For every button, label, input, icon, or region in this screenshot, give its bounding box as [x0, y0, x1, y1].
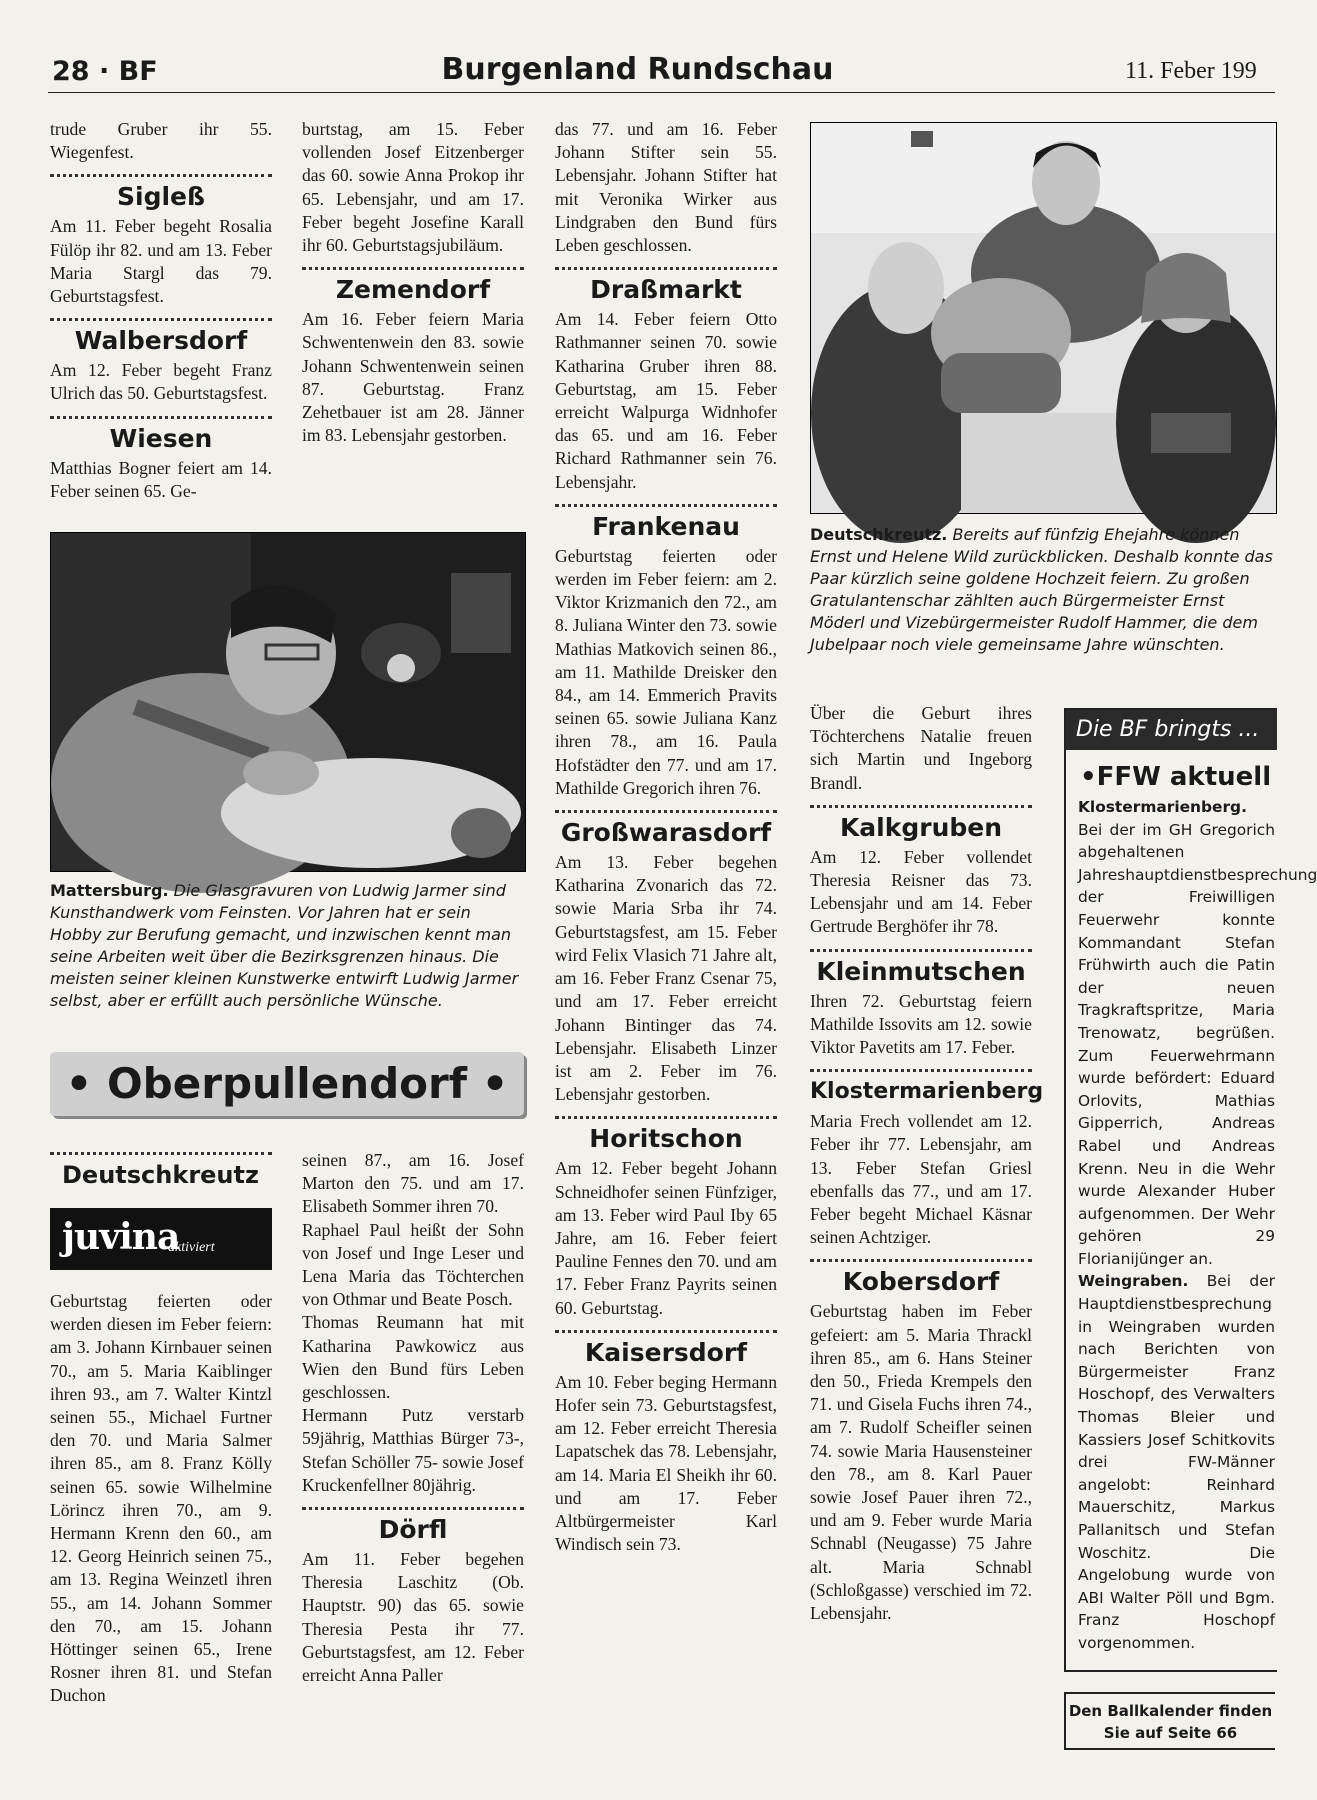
photo-illustration [51, 533, 525, 871]
caption-place: Deutschkreutz. [810, 525, 948, 544]
juvina-logo [50, 1208, 272, 1270]
separator [50, 318, 272, 321]
article-text: das 77. und am 16. Feber Johann Stifter sein 55. Lebensjahr. Johann Stifter hat mit Veronika Wirker aus Lindgraben den Bund fürs Leben geschlossen. [555, 119, 777, 256]
caption-place: Mattersburg. [50, 881, 169, 900]
article-text: trude Gruber ihr 55. Wiegenfest. [50, 119, 272, 163]
article-text: Am 12. Feber vollendet Theresia Reisner das 73. Lebensjahr und am 14. Feber Gertrude Berghöfer ihr 78. [810, 846, 1032, 937]
article-text: Am 10. Feber beging Hermann Hofer sein 73. Geburtstagsfest, am 12. Feber erreicht Theresia Lapatschek das 78. Lebensjahr, am 14. Maria El Sheikh ihr 60. und am 17. Feber Altbürgermeister Karl Windisch sein 73. [555, 1371, 777, 1555]
section-heading: Klostermarienberg [810, 1079, 1044, 1105]
box-title: •FFW aktuell [1080, 762, 1272, 792]
box-place: Weingraben. [1078, 1272, 1189, 1291]
section-heading: Zemendorf [335, 275, 491, 305]
separator [50, 1152, 272, 1155]
article-text: Geburtstag haben im Feber gefeiert: am 5. Maria Thrackl ihren 85., am 6. Hans Steiner den 50., Frieda Krempels den 71. und Gisela Fuchs ihren 74., am 7. Rudolf Scheifler seinen 74. sowie Maria Hausensteiner den 78., am 8. Karl Pauer sowie Josef Pauer ihren 72., und am 9. Feber wurde Maria Schnabl (Neugasse) 75 Jahre alt. Maria Schnabl (Schloßgasse) verschied im 72. Lebensjahr. [810, 1301, 1032, 1624]
newspaper-title: Burgenland Rundschau [441, 52, 834, 87]
column-2-top [302, 118, 524, 447]
separator [302, 267, 524, 270]
article-text: Über die Geburt ihres Töchterchens Natalie freuen sich Martin und Ingeborg Brandl. [810, 703, 1032, 793]
section-heading: Deutschkreutz [62, 1161, 259, 1189]
section-heading: Dörfl [378, 1515, 448, 1545]
photo-caption-right [810, 524, 1275, 664]
caption-text: Bereits auf fünfzig Ehejahre können Ernst und Helene Wild zurückblicken. Deshalb konnte das Paar kürzlich seine goldene Hochzeit feiern. Zu großen Gratulantenschar zählten auch Bürgermeister Ernst Möderl und Vizebürgermeister Rudolf Hammer, die dem Jubelpaar noch viele gemeinsame Jahre wünschten. [810, 525, 1273, 654]
column-1-bottom [50, 1152, 272, 1193]
article-text: burtstag, am 15. Feber vollenden Josef Eitzenberger das 60. sowie Anna Prokop ihr 65. Lebensjahr, und am 17. Feber begeht Josefine Karall ihr 60. Geburtstagsjubiläum. [302, 119, 524, 256]
article-text: Maria Frech vollendet am 12. Feber ihr 77. Lebensjahr, am 13. Feber Stefan Griesl ebenfalls das 77., und am 17. Feber begeht Michael Käsnar seinen Achtziger. [810, 1111, 1032, 1248]
article-text: Am 11. Feber begehen Theresia Laschitz (Ob. Hauptstr. 90) das 65. sowie Theresia Pesta ihr 77. Geburtstagsfest, am 12. Feber erreicht Anna Paller [302, 1549, 524, 1686]
page-number: 28 · BF [52, 56, 158, 87]
notice-line: Den Ballkalender finden [1068, 1702, 1273, 1720]
article-text: Am 13. Feber begehen Katharina Zvonarich das 72. sowie Maria Srba ihr 74. Geburtstagsfest, am 15. Feber wird Felix Vlasich 71 Jahre alt, am 16. Feber Franz Csenar 75, und am 17. Feber erreicht Johann Bintinger das 74. Lebensjahr. Elisabeth Linzer ist am 2. Feber im 76. Lebensjahr gestorben. [555, 852, 777, 1105]
section-heading: Sigleß [117, 182, 205, 212]
photo-golden-wedding [810, 122, 1277, 514]
separator [555, 1330, 777, 1333]
photo-illustration [811, 123, 1276, 513]
article-text: Thomas Reumann hat mit Katharina Pawkowicz aus Wien den Bund fürs Leben geschlossen. [302, 1312, 524, 1403]
region-banner: • Oberpullendorf • [50, 1052, 524, 1116]
article-text: Geburtstag feierten oder werden im Feber feiern: am 2. Viktor Krizmanich den 72., am 8. Juliana Winter den 73. sowie Mathias Matkovich seinen 86., am 11. Mathilde Dreisker den 84., am 14. Emmerich Pravits seinen 65. sowie Juliana Kanz ihren 78., am 16. Paula Hofstädter den 77. und am 17. Mathilde Gregorich ihren 76. [555, 545, 777, 798]
article-text: Am 12. Feber begeht Franz Ulrich das 50. Geburtstagsfest. [50, 360, 272, 404]
ballkalender-notice [1064, 1692, 1275, 1750]
separator [810, 805, 1032, 808]
box-text: Bei der Hauptdienstbesprechung in Weingraben wurden nach Berichten von Bürgermeister Franz Hoschopf, des Verwalters Thomas Bleier und Kassiers Josef Schitkovits drei FW-Männer angelobt: Reinhard Mauerschitz, Markus Pallanitsch und Stefan Woschitz. Die Angelobung wurde von ABI Walter Pöll und Bgm. Franz Hoschopf vorgenommen. [1078, 1272, 1275, 1652]
separator [810, 1259, 1032, 1262]
section-heading: Kaisersdorf [584, 1337, 748, 1367]
column-4 [810, 702, 1044, 1625]
article-text: Am 14. Feber feiern Otto Rathmanner seinen 70. sowie Katharina Gruber ihren 88. Geburtstag, am 15. Feber erreicht Walpurga Widnhofer das 65. und am 16. Feber Richard Rathmanner sein 76. Lebensjahr. [555, 309, 777, 492]
separator [302, 1507, 524, 1510]
section-heading: Kobersdorf [842, 1267, 1000, 1297]
box-body [1066, 796, 1317, 1655]
column-3 [555, 118, 777, 1556]
article-text: Am 11. Feber begeht Rosalia Fülöp ihr 82. und am 13. Feber Maria Stargl das 79. Geburtstagsfest. [50, 216, 272, 307]
separator [555, 810, 777, 813]
box-header: Die BF bringts ... [1066, 710, 1277, 750]
column-1-top [50, 118, 272, 503]
article-text: Ihren 72. Geburtstag feiern Mathilde Issovits am 12. sowie Viktor Pavetits am 17. Feber. [810, 990, 1032, 1058]
separator [555, 267, 777, 270]
box-text: Bei der im GH Gregorich abgehaltenen Jahreshauptdienstbesprechung der Freiwilligen Feuerwehr konnte Kommandant Stefan Frühwirth auch die Patin der neuen Tragkraftspritze, Maria Trenowatz, begrüßen. Zum Feuerwehrmann wurde befördert: Eduard Orlovits, Mathias Gipperrich, Andreas Rabel und Andreas Krenn. Neu in die Wehr wurde Alexander Huber aufgenommen. Der Wehr gehören 29 Florianijünger an. [1078, 820, 1317, 1268]
separator [50, 174, 272, 177]
column-1-bottom-text [50, 1290, 272, 1708]
bf-bringts-box [1064, 708, 1317, 1672]
section-heading: Frankenau [592, 511, 740, 541]
header-rule [48, 92, 1275, 93]
logo-tagline: aktiviert [168, 1240, 215, 1255]
article-text: Geburtstag feierten oder werden diesen im Feber feiern: am 3. Johann Kirnbauer seinen 70., am 5. Maria Kaiblinger ihren 93., am 7. Walter Kintzl seinen 55., Michael Furtner den 70. und Maria Salmer ihren 85., am 8. Franz Kölly seinen 65. sowie Wilhelmine Lörincz ihren 70., am 9. Hermann Krenn den 60., am 12. Georg Heinrich seinen 75., am 13. Regina Weinzetl ihren 55., am 14. Johann Sommer den 70., am 15. Johann Höttinger seinen 65., Irene Rosner ihren 81. und Stefan Duchon [50, 1291, 272, 1706]
separator [555, 1116, 777, 1119]
section-heading: Großwarasdorf [560, 818, 772, 848]
section-heading: Kalkgruben [839, 812, 1003, 842]
article-text: seinen 87., am 16. Josef Marton den 75. und am 17. Elisabeth Sommer ihren 70. [302, 1150, 524, 1217]
article-text: Matthias Bogner feiert am 14. Feber seinen 65. Ge- [50, 457, 272, 501]
photo-caption-left [50, 880, 524, 1012]
caption-text: Die Glasgravuren von Ludwig Jarmer sind Kunsthandwerk vom Feinsten. Vor Jahren hat er sein Hobby zur Berufung gemacht, und inzwischen kennt man seine Arbeiten weit über die Bezirksgrenzen hinaus. Die meisten seiner kleinen Kunstwerke entwirft Ludwig Jarmer selbst, aber er erfüllt auch persönliche Wünsche. [50, 881, 519, 1010]
article-text: Am 12. Feber begeht Johann Schneidhofer seinen Fünfziger, am 13. Feber wird Paul Iby 65 Jahre, am 16. Feber feiert Pauline Fennes den 70. und am 17. Feber Franz Payrits seinen 60. Geburtstag. [555, 1158, 777, 1318]
column-2-bottom [302, 1149, 524, 1687]
logo-wordmark: juvina [62, 1216, 180, 1258]
separator [555, 504, 777, 507]
separator [810, 1069, 1032, 1072]
article-text: Raphael Paul heißt der Sohn von Josef und Inge Leser und Lena Maria das Töchterchen von Othmar und Beate Posch. [302, 1219, 524, 1310]
section-heading: Wiesen [109, 423, 213, 453]
article-text: Am 16. Feber feiern Maria Schwentenwein den 83. sowie Johann Schwentenwein seinen 87. Geburtstag. Franz Zehetbauer ist am 28. Jänner im 83. Lebensjahr gestorben. [302, 309, 524, 446]
photo-glass-engraver [50, 532, 526, 872]
section-heading: Draßmarkt [590, 275, 742, 305]
notice-line: Sie auf Seite 66 [1103, 1724, 1238, 1742]
section-heading: Horitschon [589, 1124, 743, 1154]
section-heading: Kleinmutschen [816, 956, 1026, 986]
issue-date: 11. Feber 199 [1125, 58, 1257, 84]
separator [50, 416, 272, 419]
box-place: Klostermarienberg. [1078, 798, 1247, 816]
section-heading: Walbersdorf [74, 326, 248, 356]
separator [810, 949, 1032, 952]
article-text: Hermann Putz verstarb 59jährig, Matthias Bürger 73-, Stefan Schöller 75- sowie Josef Kruckenfellner 80jährig. [302, 1405, 524, 1495]
